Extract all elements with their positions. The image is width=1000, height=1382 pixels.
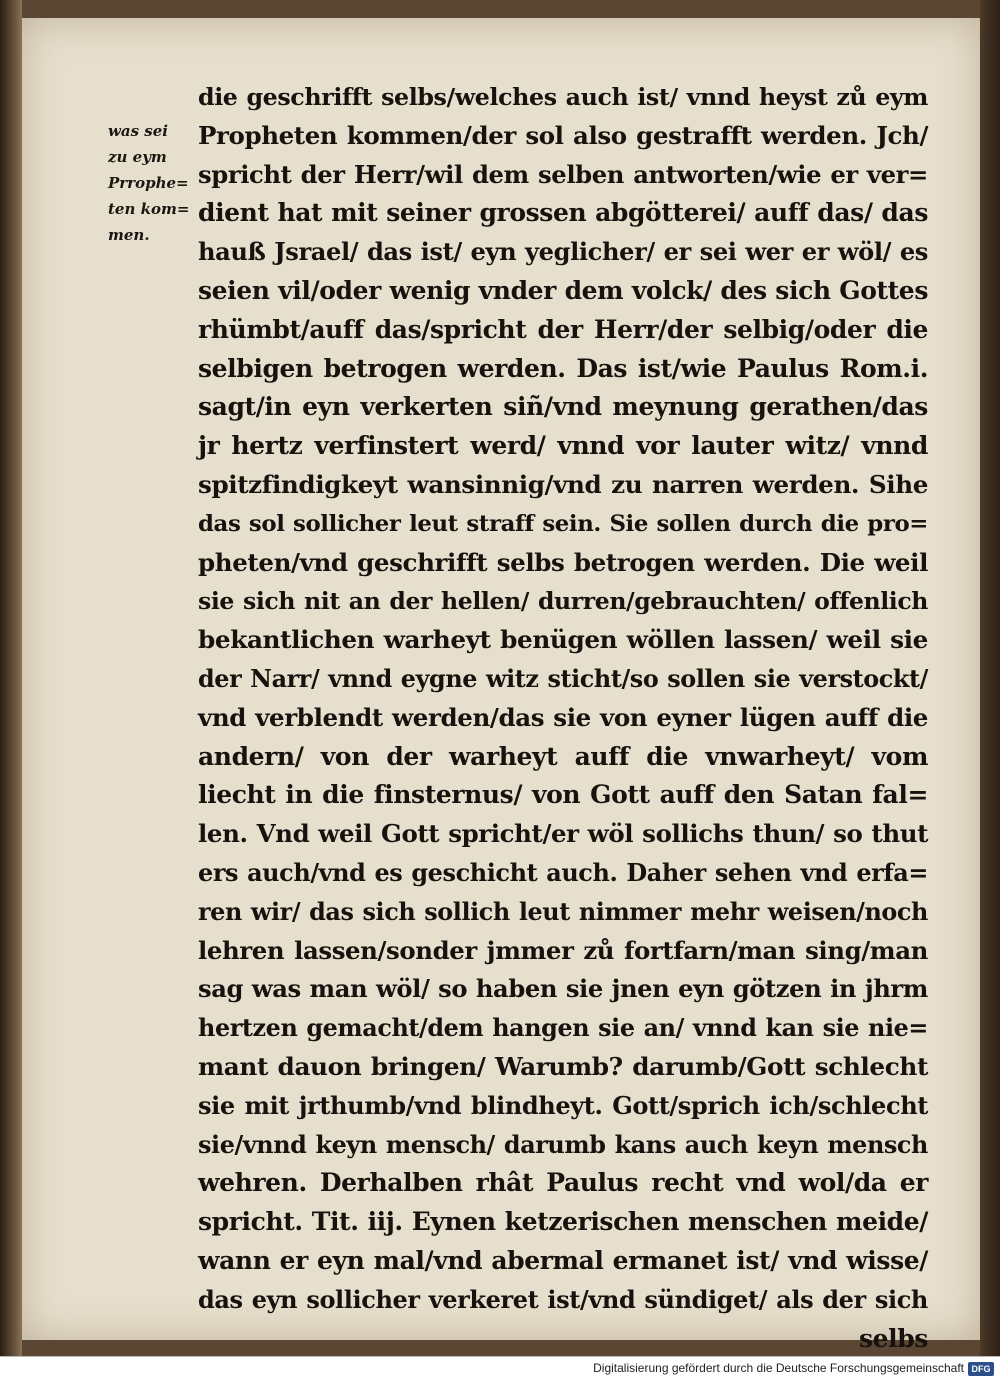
catchword: selbs	[858, 1323, 928, 1353]
text-line: wann er eyn mal/vnd abermal ermanet ist/ vnd wisse/	[198, 1245, 928, 1275]
text-line: mant dauon bringen/ Warumb? darumb/Gott schlecht	[198, 1051, 928, 1081]
text-line: jr hertz verfinstert werd/ vnnd vor lauter witz/ vnnd	[198, 431, 928, 461]
footer-credit: Digitalisierung gefördert durch die Deutsche Forschungsgemeinschaft	[593, 1361, 964, 1375]
text-line: sie/vnnd keyn mensch/ darumb kans auch keyn mensch	[198, 1130, 928, 1159]
text-line: sagt/in eyn verkerten siñ/vnd meynung gerathen/das	[198, 392, 928, 422]
text-line: sag was man wöl/ so haben sie jnen eyn götzen in jhrm	[198, 974, 928, 1004]
text-line: hertzen gemacht/dem hangen sie an/ vnnd kan sie nie=	[198, 1014, 928, 1043]
margin-note: was sei zu eym Prrophe= ten kom= men.	[108, 122, 190, 244]
text-line: spricht der Herr/wil dem selben antworten/wie er ver=	[198, 159, 928, 189]
book-gutter	[0, 0, 22, 1356]
text-line: len. Vnd weil Gott spricht/er wöl sollichs thun/ so thut	[198, 819, 928, 849]
text-line: ers auch/vnd es geschicht auch. Daher sehen vnd erfa=	[198, 858, 928, 887]
text-line: Propheten kommen/der sol also gestrafft werden. Jch/	[198, 120, 928, 150]
text-line: seien vil/oder wenig vnder dem volck/ des sich Gottes	[198, 275, 928, 305]
text-line: dient hat mit seiner grossen abgötterei/ auff das/ das	[198, 198, 928, 228]
text-line: spricht. Tit. iij. Eynen ketzerischen menschen meide/	[198, 1207, 928, 1237]
text-line: sie sich nit an der hellen/ durren/gebrauchten/ offenlich	[198, 587, 928, 616]
text-line: wehren. Derhalben rhât Paulus recht vnd wol/da er	[198, 1168, 928, 1198]
dfg-logo: DFG	[968, 1362, 994, 1376]
text-line: die geschrifft selbs/welches auch ist/ vnnd heyst zů eym	[198, 83, 928, 111]
text-line: pheten/vnd geschrifft selbs betrogen werden. Die weil	[198, 547, 928, 577]
text-line: lehren lassen/sonder jmmer zů fortfarn/man sing/man	[198, 935, 928, 965]
text-line: der Narr/ vnnd eygne witz sticht/so sollen sie verstockt/	[198, 664, 928, 693]
page-edge	[980, 0, 1000, 1356]
text-block	[198, 78, 928, 1358]
text-line: andern/ von der warheyt auff die vnwarheyt/ vom	[198, 741, 928, 771]
text-line: das sol sollicher leut straff sein. Sie sollen durch die pro=	[198, 510, 928, 537]
text-line: vnd verblendt werden/das sie von eyner lügen auff die	[198, 702, 928, 732]
text-line: selbigen betrogen werden. Das ist/wie Paulus Rom.i.	[198, 353, 928, 383]
text-line: ren wir/ das sich sollich leut nimmer mehr weisen/noch	[198, 897, 928, 926]
text-line: bekantlichen warheyt benügen wöllen lassen/ weil sie	[198, 625, 928, 655]
text-line: hauß Jsrael/ das ist/ eyn yeglicher/ er sei wer er wöl/ es	[198, 237, 928, 267]
text-line: sie mit jrthumb/vnd blindheyt. Gott/sprich ich/schlecht	[198, 1090, 928, 1120]
text-line: das eyn sollicher verkeret ist/vnd sündiget/ als der sich	[198, 1284, 928, 1314]
text-line: liecht in die finsternus/ von Gott auff den Satan fal=	[198, 780, 928, 810]
text-line: rhümbt/auff das/spricht der Herr/der selbig/oder die	[198, 314, 928, 344]
footer-bar	[0, 1356, 1000, 1382]
text-line: spitzfindigkeyt wansinnig/vnd zu narren werden. Sihe	[198, 469, 928, 499]
